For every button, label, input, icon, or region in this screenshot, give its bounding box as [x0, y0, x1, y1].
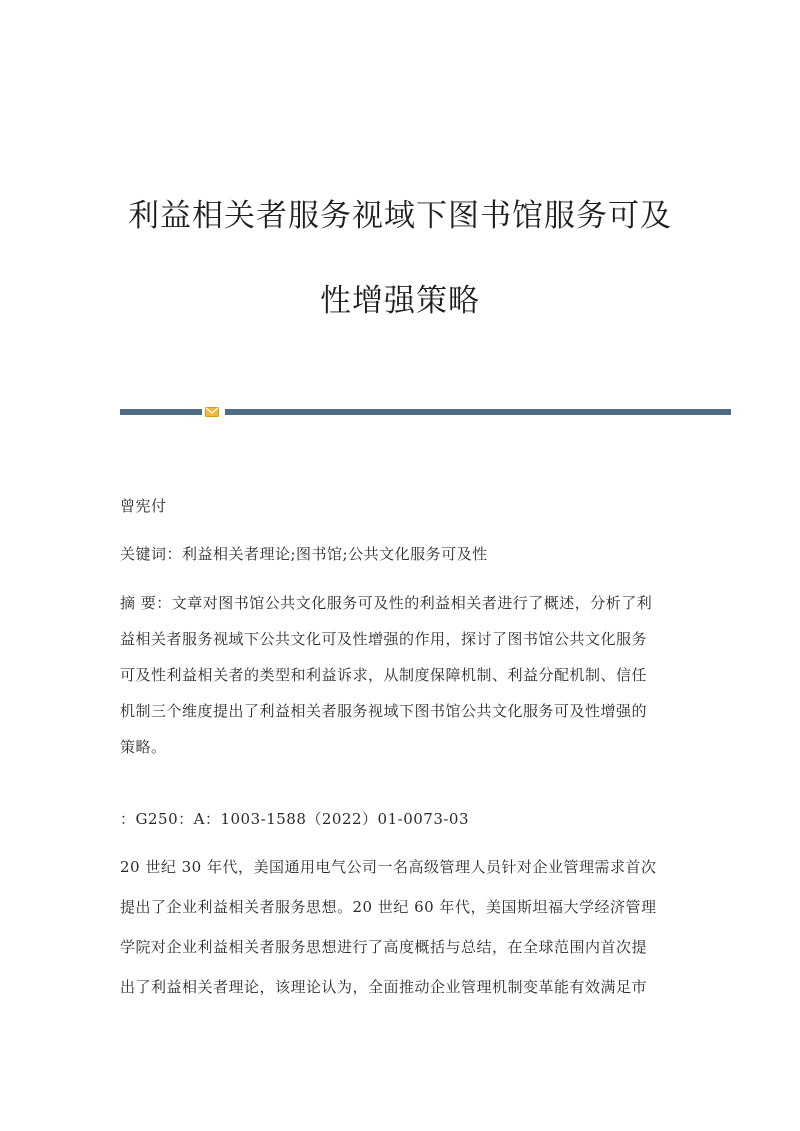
body-line: 20 世纪 30 年代，美国通用电气公司一名高级管理人员针对企业管理需求首次 [120, 858, 657, 876]
abstract-line: 摘 要：文章对图书馆公共文化服务可及性的利益相关者进行了概述，分析了利 [120, 594, 653, 612]
classification-number: ：G250：A：1003-1588（2022）01-0073-03 [120, 810, 470, 828]
body-line: 出了利益相关者理论，该理论认为，全面推动企业管理机制变革能有效满足市 [120, 978, 648, 996]
paper-title-line-1: 利益相关者服务视域下图书馆服务可及 [128, 198, 672, 234]
title-divider-left [120, 409, 202, 415]
keywords: 关键词：利益相关者理论;图书馆;公共文化服务可及性 [120, 545, 488, 563]
body-line: 学院对企业利益相关者服务思想进行了高度概括与总结，在全球范围内首次提 [120, 938, 648, 956]
body-line: 提出了企业利益相关者服务思想。20 世纪 60 年代，美国斯坦福大学经济管理 [120, 898, 657, 916]
abstract-line: 可及性利益相关者的类型和利益诉求，从制度保障机制、利益分配机制、信任 [120, 666, 648, 684]
envelope-icon [205, 406, 219, 418]
paper-title-line-2: 性增强策略 [320, 283, 480, 319]
abstract-line: 机制三个维度提出了利益相关者服务视域下图书馆公共文化服务可及性增强的 [120, 702, 648, 720]
abstract-line: 策略。 [120, 738, 167, 756]
abstract-line: 益相关者服务视域下公共文化可及性增强的作用，探讨了图书馆公共文化服务 [120, 630, 648, 648]
title-divider-right [225, 409, 731, 415]
author-name: 曾宪付 [120, 497, 167, 515]
